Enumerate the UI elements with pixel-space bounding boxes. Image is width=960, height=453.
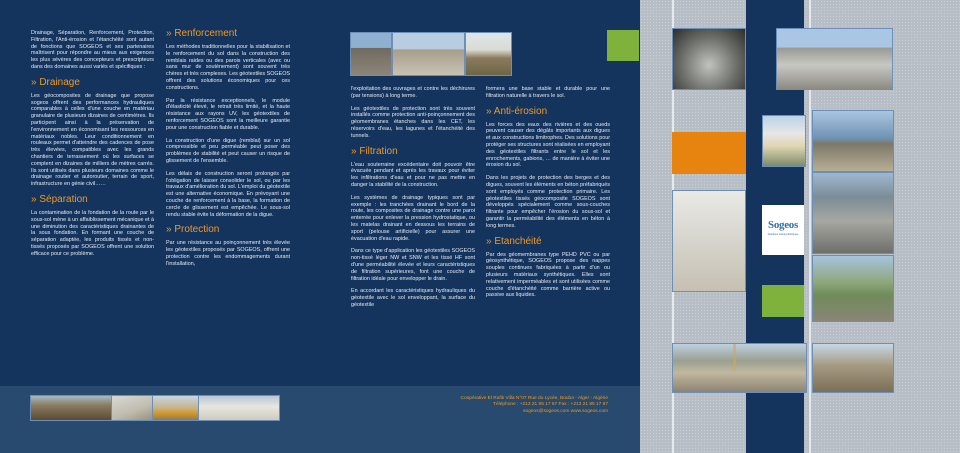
filtration-p1: L'eau souterraine excédentaire doit pouvoir être évacuée pendant et après les travaux pour éviter les infiltrations d'eau et pour ne pas mettre en danger la stabilité de la construction. — [351, 161, 475, 188]
photo-tunnel — [672, 28, 746, 90]
sogeos-logo — [762, 205, 804, 255]
photo-worker-helmet — [762, 115, 806, 167]
renforcement-p1: Les méthodes traditionnelles pour la stabilisation et le renforcement du sol dans la construction des remblais raides ou des parois verticales (avec ou sans mur de soutènement) sont souvent très chères et très complexes. Les géotextiles SOGEOS offrent des solutions économiques pour ces constructions. — [166, 44, 290, 91]
filtration-p3: Dans ce type d'application les géotextiles SOGEOS non-tissé léger NW et SNW et les tissé HF sont d'une perméabilité élevée et leurs caractéristiques de filtration supérieures, font une couche de filtration idéale pour envelopper le drain. — [351, 248, 475, 282]
drainage-text: Les géocomposites de drainage que propose sogeos offrent des performances hydrauliques comparables à celles d'une couche en matériau granulaire de plusieurs dizaines de centimètres. Ils participent ainsi à la préservation de l'environnement en économisant les ressources en matériaux nobles. Leur conditionnement en rouleaux permet d'atteindre des cadences de pose très élevées, compatibles avec les grands chantiers de terrassement où les surfaces se comptent en dizaines de milliers de mètres carrés. Ils sont utilisés dans plusieurs domaines comme le drainage routier et autoroutier, terrain de sport, infrastructure en génie civil…… — [31, 92, 154, 188]
renforcement-p3: La construction d'une digue (remblai) sur un sol compressible et peu perméable peut poser des problèmes de stabilité et peut causer un risque de glissement de l'ensemble. — [166, 137, 290, 164]
green-accent-square — [607, 30, 639, 61]
photo-trees-site — [465, 32, 512, 76]
col4-p1: formera une base stable et durable pour une filtration naturelle à travers le sol. — [486, 86, 610, 99]
protection-heading: » Protection — [166, 224, 220, 236]
protection-text: Par une résistance au poinçonnement très élevée les géotextiles proposés par SOGEOS, offrent une protection contre les endommagements durant l'installation, — [166, 240, 290, 267]
photo-highway-works — [812, 255, 894, 322]
renforcement-p4: Les délais de construction seront prolongés par l'obligation de laisser consolider le sol, ou par les travaux d'amélioration du sol. L'emploi du géotextile est une alternative économique. En prévoyant une couche de renforcement à la base, la formation de cercle de glissement est empêchée. Le sous-sol rendu stable évite la déformation de la digue. — [166, 170, 290, 218]
photo-railway — [350, 32, 392, 76]
separation-heading: » Séparation — [31, 193, 88, 205]
drainage-heading: » Drainage — [31, 76, 80, 88]
photo-excavator — [152, 395, 199, 421]
etancheite-p1: Par des géomembranes type PEHD PVC ou par géosynthétique, SOGEOS propose des nappes souples continues fabriquées à partir d'un ou plusieurs matériaux synthétiques. Elles sont relativement imperméables et sont utilisées comme couche d'étanchéité comme barrière active ou passive aux liquides. — [486, 251, 610, 299]
filtration-p2: Les systèmes de drainage typiques sont par exemple : les tranchées drainant le bord de la route, les composites de drainage contre une paroi enterrée pour enlever la pression hydrostatique, ou les matelas drainant en dessous les terrains de sport (pelouse artificielle) pour assurer une évacuation d'eau rapide. — [351, 194, 475, 242]
photo-geotextile-roll — [111, 395, 153, 421]
green-small-block — [762, 285, 804, 317]
photo-riprap — [812, 172, 894, 254]
email-web-line: sogeos@sogeos.com www.sogeos.com — [523, 408, 608, 414]
intro-text: Drainage, Séparation, Renforcement, Protection, Filtration, l'Anti-érosion et l'étanchéité sont autant de fonctions que SOGEOS et ses partenaires maîtrisent pour répondre au mieux aux exigences les plus sévères des concepteurs et prescripteurs dans des domaines aussi variés et spécifiques : — [31, 30, 154, 70]
photo-concrete-wall — [776, 28, 893, 90]
col3-p2: Les géotextiles de protection sont très souvent installés comme protection anti-poinçonnement des géomembranes étanches dans les CET, les réservoirs d'eau, les lagunes et l'étanchéité des tunnels. — [351, 105, 475, 139]
column-4 — [486, 86, 610, 305]
logo-tagline: Solutions Géosynthétiques — [767, 233, 799, 236]
column-1 — [31, 30, 154, 264]
address-line: Coopérative El Rafik Villa N°07 Rue du Lycée, Bouba - Alger - Algérie — [460, 396, 608, 401]
photo-coastline — [812, 110, 894, 172]
logo-wordmark: Sogeos — [768, 219, 798, 231]
antierosion-heading: » Anti-érosion — [486, 105, 548, 117]
photo-road-works — [392, 32, 465, 76]
renforcement-heading: » Renforcement — [166, 28, 238, 39]
photo-laying-membrane — [198, 395, 280, 421]
renforcement-p2: Par la résistance exceptionnels, le module d'élasticité élevé, le retrait très limité, et la haute résistance aux rayons UV, les géotextiles de renforcement SOGEOS sont la meilleure garantie pour une construction fiable et durable. — [166, 97, 290, 131]
photo-workers-site — [812, 343, 894, 393]
photo-membrane-install — [672, 190, 746, 292]
contact-address — [390, 396, 608, 415]
separation-text: La contamination de la fondation de la route par le sous-sol mène à un affaiblissement mécanique et à une diminution des caractéristiques drainantes de la sous fondation. En formant une couche de séparation adaptée, les produits tissés et non-tissés proposés par SOGEOS offrent une solution efficace pour ce problème. — [31, 209, 154, 257]
column-2 — [166, 28, 290, 274]
antierosion-p2: Dans les projets de protection des berges et des digues, souvent les éléments en béton préfabriqués sont employés comme protection primaire. Les géotextiles tissés géocomposite SOGEOS sont développés spécialement comme sous-couches filtrante pour empêcher l'érosion du sous-sol et garantir la perméabilité des éléments en béton à long termes. — [486, 175, 610, 229]
vertical-caption-mark — [733, 344, 736, 370]
antierosion-p1: Les forces des eaux des rivières et des oueds peuvent causer des dégâts importants aux digues et aux constructions limitrophes. Des solutions pour protéger ses structures sont réalisées en employant des géotextiles filtrants entre le sol et les enrochements, gabions, … de manière à éviter une érosion du sol. — [486, 121, 610, 169]
orange-block — [672, 132, 746, 174]
photo-trench — [30, 395, 112, 421]
photo-road-construction — [672, 343, 807, 393]
column-3 — [351, 86, 475, 315]
etancheite-heading: » Etanchéité — [486, 235, 542, 247]
phone-fax-line: Téléphone : +213 21 85 17 67 Fax : +213 21 85 17 67 — [493, 402, 608, 408]
filtration-heading: » Filtration — [351, 145, 398, 157]
col3-p1: l'exploitation des ouvrages et contre les déchirures (par tensions) à long terme. — [351, 86, 475, 99]
filtration-p4: En accordant les caractéristiques hydrauliques du géotextile avec le sol enveloppant, la surface du géotextile — [351, 288, 475, 308]
